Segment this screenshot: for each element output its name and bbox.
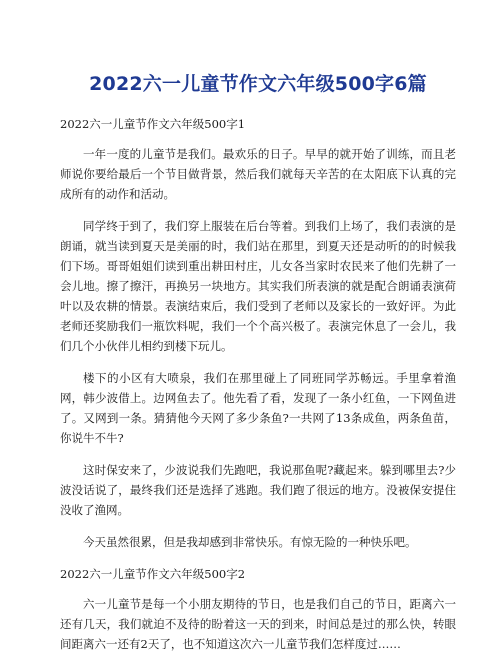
paragraph: 同学终于到了，我们穿上服装在后台等着。到我们上场了，我们表演的是朗诵，就当读到夏天是美丽的时，我们站在那里，到夏天还是动听的的时候我们下场。哥哥姐姐们读到重出耕田村庄，儿女各当家时农民来了他们先耕了一会儿地。擦了擦汗，再换另一块地方。其实我们所表演的就是配合朗诵表演荷叶以及农耕的情景。表演结束后，我们受到了老师以及家长的一致好评。为此老师还奖励我们一瓶饮料呢，我们一个个高兴极了。表演完休息了一会儿，我们几个小伙伴儿相约到楼下玩儿。 — [60, 219, 456, 353]
section-heading: 2022六一儿童节作文六年级500字1 — [60, 117, 246, 131]
paragraph: 一年一度的儿童节是我们。最欢乐的日子。早早的就开始了训练，而且老师说你要给最后一个节目做背景，然后我们就每天辛苦的在太阳底下认真的完成所有的动作和活动。 — [60, 147, 456, 201]
paragraph: 楼下的小区有大喷泉，我们在那里碰上了同班同学苏畅远。手里拿着渔网，韩少波借上。边网鱼去了。他先看了看，发现了一条小红鱼，一下网鱼进了。又网到一条。猜猜他今天网了多少条鱼?一共网了13条成鱼，两条鱼苗，你说牛不牛? — [60, 371, 456, 445]
paragraph: 今天虽然很累，但是我却感到非常快乐。有惊无险的一种快乐吧。 — [83, 535, 417, 549]
document-title: 2022六一儿童节作文六年级500字6篇 — [89, 73, 427, 95]
paragraph: 六一儿童节是每一个小朋友期待的节日，也是我们自己的节日，距离六一还有几天，我们就迫不及待的盼着这一天的到来，时间总是过的那么快，转眼间距离六一还有2天了，也不知道这次六一儿童节我们怎样度过…… — [60, 597, 456, 651]
paragraph: 这时保安来了，少波说我们先跑吧，我说那鱼呢?藏起来。躲到哪里去?少波没话说了，最终我们还是选择了逃跑。我们跑了很远的地方。没被保安提住没收了渔网。 — [60, 463, 456, 517]
section-heading: 2022六一儿童节作文六年级500字2 — [60, 567, 246, 581]
